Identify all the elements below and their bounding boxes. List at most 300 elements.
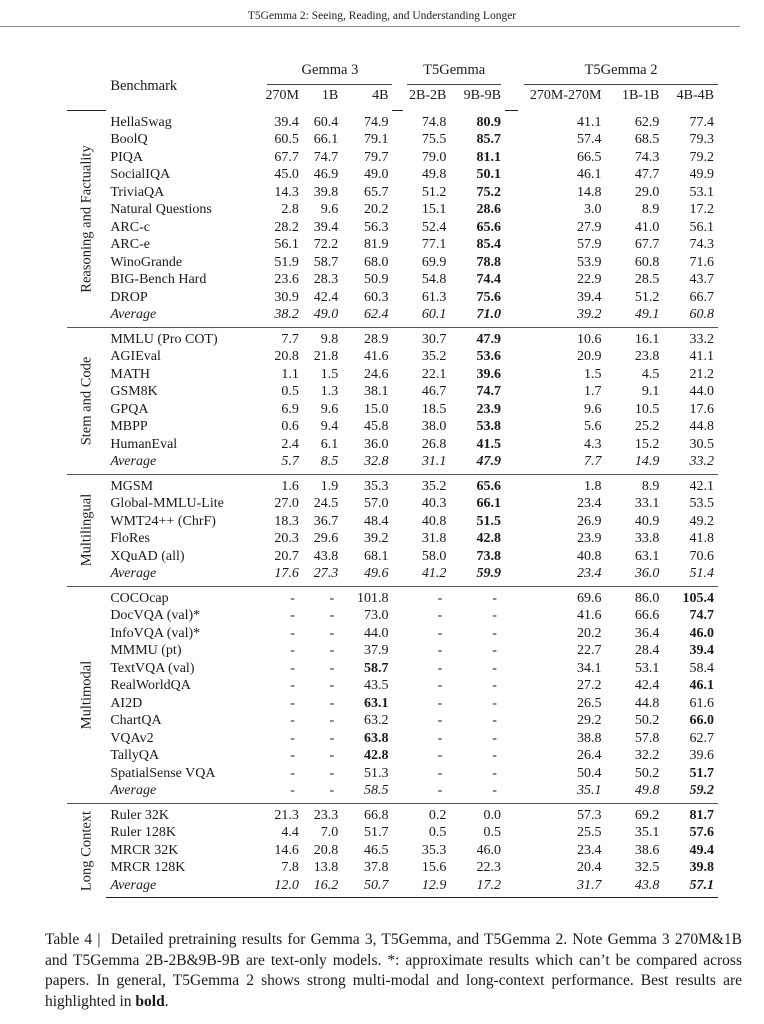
score-cell: 36.7 — [313, 513, 339, 529]
score-cell: 15.0 — [363, 401, 389, 417]
score-cell: 74.7 — [313, 149, 339, 165]
section-label: Stem and Code — [77, 356, 94, 445]
score-cell: 31.7 — [518, 877, 605, 898]
score-cell: 81.1 — [476, 149, 501, 165]
score-cell: - — [437, 765, 443, 781]
score-cell: 79.2 — [689, 149, 714, 165]
score-cell: 66.8 — [342, 803, 392, 824]
score-cell: 53.8 — [476, 419, 501, 434]
table-row — [67, 289, 718, 307]
score-cell: - — [303, 586, 342, 607]
table-row — [67, 548, 718, 566]
caption-label: Table 4 | — [45, 931, 101, 948]
section-label-cell — [67, 474, 106, 586]
group-label: T5Gemma — [407, 62, 501, 85]
score-cell: 75.6 — [476, 289, 501, 305]
score-cell: 74.9 — [363, 114, 389, 130]
score-cell: 32.2 — [634, 748, 660, 763]
score-cell: 21.2 — [689, 366, 714, 382]
table-row — [67, 677, 718, 695]
score-cell: 49.8 — [421, 167, 447, 182]
benchmark-name: Average — [106, 877, 261, 898]
score-cell: 44.8 — [689, 419, 714, 434]
score-cell: 50.2 — [634, 765, 660, 781]
score-cell: 9.6 — [320, 202, 339, 217]
table-row — [67, 513, 718, 531]
score-cell: - — [437, 678, 443, 693]
score-cell: - — [290, 643, 295, 658]
score-cell: 29.6 — [313, 531, 339, 546]
benchmark-name: COCOcap — [106, 586, 261, 607]
score-cell: 57.8 — [634, 730, 660, 746]
score-cell: - — [329, 695, 335, 711]
score-cell: 41.2 — [421, 566, 447, 581]
score-cell: 42.8 — [476, 531, 501, 546]
score-cell: 49.8 — [634, 783, 660, 798]
score-cell: 72.2 — [313, 237, 339, 252]
table-row — [67, 219, 718, 237]
score-cell: 29.0 — [634, 184, 660, 200]
score-cell: 73.8 — [476, 548, 501, 564]
score-cell: 27.0 — [274, 496, 299, 511]
score-cell: 77.1 — [421, 237, 447, 252]
table-row — [67, 824, 718, 842]
score-cell: 16.2 — [303, 877, 342, 898]
score-cell: 36.4 — [634, 625, 660, 641]
score-cell: - — [290, 713, 295, 728]
score-cell: - — [290, 678, 295, 693]
score-cell: 39.4 — [313, 219, 339, 235]
score-cell: 79.0 — [421, 149, 447, 165]
score-cell: 3.0 — [583, 202, 602, 217]
column-header: 9B-9B — [463, 87, 501, 103]
section-label-cell — [67, 803, 106, 898]
score-cell: 49.9 — [689, 167, 714, 182]
table-row — [67, 642, 718, 660]
score-cell: 14.6 — [274, 842, 299, 858]
column-header: 2B-2B — [409, 87, 447, 103]
table-row — [67, 366, 718, 384]
score-cell: 43.8 — [605, 877, 663, 898]
score-cell: - — [329, 608, 335, 623]
score-cell: 81.7 — [663, 803, 718, 824]
score-cell: - — [329, 783, 335, 798]
table-body — [67, 111, 718, 898]
score-cell: 0.5 — [428, 825, 447, 840]
score-cell: 53.5 — [689, 496, 714, 511]
score-cell: 15.1 — [421, 202, 447, 217]
score-cell: 74.8 — [421, 114, 447, 130]
score-cell: 23.4 — [576, 496, 602, 511]
benchmark-name: DocVQA (val)* — [110, 608, 201, 623]
score-cell: 20.2 — [363, 202, 389, 217]
score-cell: 29.2 — [576, 713, 602, 728]
score-cell: 48.4 — [363, 513, 389, 529]
score-cell: 58.5 — [363, 783, 389, 798]
score-cell: - — [492, 765, 497, 781]
column-header: 1B-1B — [621, 87, 660, 103]
score-cell: 0.2 — [403, 803, 450, 824]
score-cell: 18.5 — [421, 401, 447, 417]
score-cell: 57.4 — [576, 132, 602, 147]
score-cell: 33.2 — [663, 327, 718, 348]
score-cell: 41.1 — [576, 114, 602, 130]
score-cell: 39.8 — [313, 184, 339, 200]
score-cell: 9.6 — [320, 401, 339, 417]
score-cell: 28.2 — [274, 219, 299, 235]
score-cell: 44.0 — [363, 625, 389, 641]
score-cell: 43.7 — [689, 272, 714, 287]
section-label: Long Context — [77, 810, 94, 891]
score-cell: 28.4 — [634, 643, 660, 658]
score-cell: 67.7 — [274, 149, 299, 165]
score-cell: 69.9 — [421, 254, 447, 270]
score-cell: 26.9 — [576, 513, 602, 529]
score-cell: 66.5 — [576, 149, 602, 165]
score-cell: 46.7 — [421, 384, 447, 399]
score-cell: 23.9 — [576, 531, 602, 546]
score-cell: - — [329, 643, 335, 658]
score-cell: 51.3 — [363, 765, 389, 781]
score-cell: - — [290, 608, 295, 623]
score-cell: 10.6 — [518, 327, 605, 348]
caption-bold-word: bold — [135, 992, 165, 1010]
table-row — [67, 765, 718, 783]
score-cell: 38.0 — [421, 419, 447, 434]
score-cell: - — [290, 765, 295, 781]
score-cell: 50.2 — [634, 713, 660, 728]
score-cell: 41.1 — [689, 349, 714, 364]
score-cell: 57.1 — [663, 877, 718, 898]
score-cell: 38.8 — [576, 730, 602, 746]
benchmark-name: HumanEval — [110, 436, 178, 452]
score-cell: 78.8 — [476, 254, 501, 270]
score-cell: 57.6 — [689, 825, 714, 840]
score-cell: 27.3 — [313, 566, 339, 581]
score-cell: 69.6 — [518, 586, 605, 607]
score-cell: - — [492, 660, 497, 676]
column-header: 270M — [265, 87, 299, 103]
score-cell: - — [492, 608, 497, 623]
score-cell: 41.6 — [363, 349, 389, 364]
score-cell: - — [437, 625, 443, 641]
score-cell: 68.1 — [363, 548, 389, 564]
score-cell: 24.5 — [313, 496, 339, 511]
score-cell: 28.9 — [342, 327, 392, 348]
score-cell: 66.6 — [634, 608, 660, 623]
benchmark-name: HellaSwag — [110, 114, 172, 130]
score-cell: - — [290, 660, 295, 676]
column-header: 4B — [372, 87, 389, 103]
benchmark-name: TriviaQA — [110, 184, 165, 200]
score-cell: 1.5 — [583, 366, 602, 382]
table-row — [67, 166, 718, 184]
score-cell: 53.6 — [476, 349, 501, 364]
score-cell: 65.6 — [476, 219, 501, 235]
score-cell: 20.8 — [274, 349, 299, 364]
score-cell: 17.6 — [274, 566, 299, 581]
score-cell: 59.2 — [689, 783, 714, 798]
table-row — [67, 149, 718, 167]
score-cell: 38.6 — [634, 842, 660, 858]
score-cell: 0.5 — [483, 825, 501, 840]
score-cell: 61.6 — [689, 695, 714, 711]
score-cell: 30.7 — [403, 327, 450, 348]
table-row — [67, 730, 718, 748]
score-cell: 9.1 — [641, 384, 660, 399]
score-cell: 27.2 — [576, 678, 602, 693]
score-cell: 35.2 — [403, 474, 450, 495]
table-row — [67, 271, 718, 289]
score-cell: 54.8 — [421, 272, 447, 287]
score-cell: - — [329, 748, 335, 763]
score-cell: 14.9 — [634, 454, 660, 469]
score-cell: - — [437, 660, 443, 676]
score-cell: - — [290, 783, 295, 798]
table-row — [67, 530, 718, 548]
score-cell: 1.9 — [303, 474, 342, 495]
score-cell: - — [437, 643, 443, 658]
score-cell: 46.1 — [689, 678, 714, 693]
score-cell: 35.1 — [634, 825, 660, 840]
table-row — [67, 348, 718, 366]
score-cell: - — [492, 713, 497, 728]
score-cell: 30.5 — [689, 436, 714, 452]
score-cell: 23.6 — [274, 272, 299, 287]
score-cell: 57.3 — [518, 803, 605, 824]
score-cell: 28.5 — [634, 272, 660, 287]
score-cell: 36.0 — [634, 566, 660, 581]
score-cell: 23.4 — [576, 842, 602, 858]
table-row — [67, 747, 718, 765]
score-cell: 63.1 — [363, 695, 389, 711]
table-row — [67, 625, 718, 643]
score-cell: 74.7 — [689, 608, 714, 623]
score-cell: 35.3 — [421, 842, 447, 858]
table-row — [67, 842, 718, 860]
score-cell: 25.2 — [634, 419, 660, 434]
score-cell: 41.6 — [576, 608, 602, 623]
score-cell: 1.5 — [320, 366, 339, 382]
score-cell: 74.4 — [476, 272, 501, 287]
score-cell: 26.8 — [421, 436, 447, 452]
section-label-cell — [67, 111, 106, 328]
benchmark-name: Average — [110, 307, 157, 322]
score-cell: 5.7 — [281, 454, 299, 469]
score-cell: - — [329, 660, 335, 676]
score-cell: 6.9 — [281, 401, 299, 417]
score-cell: 32.5 — [634, 860, 660, 875]
score-cell: 40.9 — [634, 513, 660, 529]
benchmark-name: TextVQA (val) — [110, 660, 195, 676]
score-cell: 40.3 — [421, 496, 447, 511]
benchmark-name: Global-MMLU-Lite — [110, 496, 224, 511]
table-row — [67, 660, 718, 678]
score-cell: 66.7 — [689, 289, 714, 305]
score-cell: - — [450, 586, 505, 607]
score-cell: 23.8 — [634, 349, 660, 364]
table-row — [67, 495, 718, 513]
score-cell: 49.2 — [689, 513, 714, 529]
score-cell: 1.8 — [518, 474, 605, 495]
score-cell: 85.7 — [476, 132, 501, 147]
score-cell: 79.7 — [363, 149, 389, 165]
score-cell: 73.0 — [363, 608, 389, 623]
score-cell: 50.1 — [476, 167, 501, 182]
score-cell: 1.7 — [583, 384, 602, 399]
score-cell: 39.4 — [576, 289, 602, 305]
score-cell: 58.7 — [313, 254, 339, 270]
score-cell: 35.1 — [576, 783, 602, 798]
score-cell: 8.5 — [320, 454, 339, 469]
score-cell: 42.1 — [663, 474, 718, 495]
table-row — [67, 607, 718, 625]
results-table-container — [67, 57, 718, 898]
score-cell: 85.4 — [476, 237, 501, 252]
benchmark-name: PIQA — [110, 149, 143, 165]
score-cell: 0.0 — [450, 803, 505, 824]
score-cell: 80.9 — [476, 114, 501, 130]
score-cell: 1.6 — [261, 474, 303, 495]
benchmark-name: AGIEval — [110, 349, 161, 364]
score-cell: 53.9 — [576, 254, 602, 270]
score-cell: 60.3 — [363, 289, 389, 305]
running-head: T5Gemma 2: Seeing, Reading, and Understanding Longer — [247, 10, 517, 22]
results-table — [67, 57, 718, 898]
score-cell: - — [437, 730, 443, 746]
score-cell: 38.2 — [274, 307, 299, 322]
score-cell: 15.6 — [421, 860, 447, 875]
score-cell: 38.1 — [363, 384, 389, 399]
score-cell: 42.8 — [363, 748, 389, 763]
score-cell: 21.3 — [261, 803, 303, 824]
score-cell: 25.5 — [576, 825, 602, 840]
header-rule — [0, 26, 740, 27]
score-cell: - — [492, 678, 497, 693]
benchmark-name: ChartQA — [110, 713, 162, 728]
table-row — [67, 201, 718, 219]
score-cell: 65.6 — [450, 474, 505, 495]
section-label: Reasoning and Factuality — [77, 145, 94, 293]
score-cell: 62.7 — [689, 730, 714, 746]
benchmark-name: Average — [110, 566, 157, 581]
score-cell: 77.4 — [689, 114, 714, 130]
group-header-gemma3 — [261, 57, 392, 85]
benchmark-name: BoolQ — [110, 132, 148, 147]
score-cell: 51.2 — [421, 184, 447, 200]
score-cell: 16.1 — [605, 327, 663, 348]
table-row — [67, 586, 718, 607]
score-cell: 14.3 — [274, 184, 299, 200]
score-cell: 81.9 — [363, 237, 389, 252]
score-cell: 39.6 — [476, 366, 501, 382]
score-cell: 49.0 — [313, 307, 339, 322]
score-cell: 4.3 — [583, 436, 602, 452]
benchmark-name: MGSM — [106, 474, 261, 495]
score-cell: 50.9 — [363, 272, 389, 287]
score-cell: 51.4 — [689, 566, 714, 581]
table-row-average — [67, 877, 718, 898]
benchmark-name: InfoVQA (val)* — [110, 625, 201, 641]
benchmark-name: Ruler 32K — [106, 803, 261, 824]
table-row — [67, 418, 718, 436]
score-cell: 20.2 — [576, 625, 602, 641]
score-cell: 35.2 — [421, 349, 447, 364]
score-cell: 62.4 — [363, 307, 389, 322]
table-row — [67, 131, 718, 149]
score-cell: 75.5 — [421, 132, 447, 147]
score-cell: 35.3 — [342, 474, 392, 495]
table-row — [67, 859, 718, 877]
score-cell: 74.3 — [634, 149, 660, 165]
score-cell: 24.6 — [363, 366, 389, 382]
score-cell: 46.0 — [689, 625, 714, 641]
score-cell: 62.9 — [634, 114, 660, 130]
score-cell: 14.8 — [576, 184, 602, 200]
table-row — [67, 327, 718, 348]
benchmark-name: AI2D — [110, 695, 143, 711]
table-row — [67, 695, 718, 713]
score-cell: 56.1 — [274, 237, 299, 252]
score-cell: 4.5 — [641, 366, 660, 382]
score-cell: 71.0 — [476, 307, 501, 322]
score-cell: 71.6 — [689, 254, 714, 270]
caption-text: Detailed pretraining results for Gemma 3, T5Gemma, and T5Gemma 2. Note Gemma 3 270M&1B and T5Gemma 2B-2B&9B-9B are text-only models. *: approximate results which can’t be compared across papers. In general, T5Gemma 2 shows strong multi-modal and long-context performance. Best results are highlighted in — [45, 931, 742, 1010]
benchmark-name: MRCR 128K — [110, 860, 186, 875]
score-cell: 66.1 — [313, 132, 339, 147]
section-label-cell — [67, 586, 106, 803]
score-cell: 20.9 — [576, 349, 602, 364]
score-cell: 15.2 — [634, 436, 660, 452]
score-cell: 63.1 — [634, 548, 660, 564]
score-cell: 58.7 — [363, 660, 389, 676]
score-cell: 1.1 — [281, 366, 299, 382]
score-cell: 68.5 — [634, 132, 660, 147]
score-cell: - — [329, 713, 335, 728]
score-cell: 44.0 — [689, 384, 714, 399]
benchmark-name: XQuAD (all) — [110, 548, 185, 564]
score-cell: 101.8 — [342, 586, 392, 607]
score-cell: 46.5 — [363, 842, 389, 858]
score-cell: 59.9 — [476, 566, 501, 581]
score-cell: 31.8 — [421, 531, 447, 546]
score-cell: 53.1 — [634, 660, 660, 676]
score-cell: 51.9 — [274, 254, 299, 270]
score-cell: 1.3 — [320, 384, 339, 399]
score-cell: 13.8 — [313, 860, 339, 875]
score-cell: 57.0 — [363, 496, 389, 511]
score-cell: - — [437, 748, 443, 763]
score-cell: 41.0 — [634, 219, 660, 235]
score-cell: 53.1 — [689, 184, 714, 200]
score-cell: 39.4 — [274, 114, 299, 130]
score-cell: 22.1 — [421, 366, 447, 382]
score-cell: 40.8 — [421, 513, 447, 529]
score-cell: - — [290, 748, 295, 763]
score-cell: 69.2 — [605, 803, 663, 824]
benchmark-name: Natural Questions — [110, 202, 212, 217]
table-row — [67, 401, 718, 419]
score-cell: 60.4 — [313, 114, 339, 130]
score-cell: 46.9 — [313, 167, 339, 182]
score-cell: 22.7 — [576, 643, 602, 658]
table-row — [67, 712, 718, 730]
score-cell: 23.9 — [476, 401, 501, 417]
score-cell: 8.9 — [641, 202, 660, 217]
score-cell: 39.8 — [689, 860, 714, 875]
score-cell: 32.8 — [363, 454, 389, 469]
score-cell: 79.3 — [689, 132, 714, 147]
